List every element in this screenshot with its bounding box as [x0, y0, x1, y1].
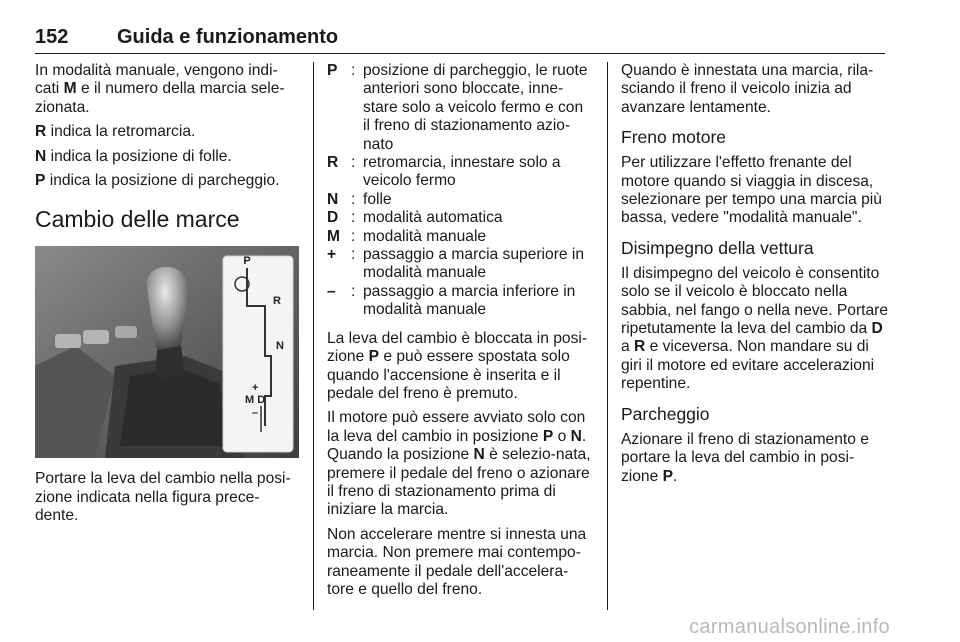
disimpegno-paragraph: Il disimpegno del veicolo è consentito solo se il veicolo è bloccato nella sabbia, nel fango o nella neve. Portare ripetutamente la leva del cambio da D a R e viceversa. Non mandare su di giri il motore ed evitare accelerazioni repentine. [621, 264, 889, 393]
parcheggio-paragraph: Azionare il freno di stazionamento e portare la leva del cambio in posi-zione P. [621, 430, 869, 485]
intro-paragraph: In modalità manuale, vengono indi-cati M e il numero della marcia sele-zionata. [35, 62, 285, 116]
column-divider [607, 62, 608, 610]
definition-row: R : retromarcia, innestare solo a veicolo fermo [327, 154, 561, 190]
heading-disimpegno: Disimpegno della vettura [621, 237, 814, 258]
figure-label-n: N [276, 340, 284, 353]
figure-label-plus: + [252, 382, 259, 395]
gear-engaged-paragraph: Quando è innestata una marcia, rila-sciando il freno il veicolo inizia ad avanzare lentamente. [621, 62, 874, 116]
definition-row: D : modalità automatica [327, 209, 503, 227]
heading-parcheggio: Parcheggio [621, 403, 710, 424]
column-2 [327, 62, 593, 605]
definition-row: – : passaggio a marcia inferiore in modalità manuale [327, 282, 576, 319]
figure-label-r: R [273, 295, 281, 308]
page-number: 152 [35, 26, 69, 48]
lever-locked-paragraph: La leva del cambio è bloccata in posi-zione P e può essere spostata solo quando l'accensione è inserita e il pedale del freno è premuto. [327, 329, 588, 402]
column-divider [313, 62, 314, 610]
heading-freno-motore: Freno motore [621, 127, 727, 148]
page-title: Guida e funzionamento [117, 26, 339, 48]
section-heading: Cambio delle marce [35, 206, 240, 233]
figure-caption: Portare la leva del cambio nella posi-zione indicata nella figura prece-dente. [35, 470, 291, 525]
page-header [35, 24, 885, 54]
definition-row: M : modalità manuale [327, 227, 487, 245]
engine-start-paragraph: Il motore può essere avviato solo con la leva del cambio in posizione P o N. Quando la posizione N è selezio-nata, premere il pedale del freno o azionare il freno di stazionamento prima di iniziare la marcia. [327, 409, 591, 519]
column-1 [35, 62, 301, 532]
item-r: R indica la retromarcia. [35, 123, 196, 141]
definition-row: P : posizione di parcheggio, le ruote anteriori sono bloccate, inne-stare solo a veicolo fermo e con il freno di stazionamento azio-nato [327, 62, 588, 153]
no-accelerate-paragraph: Non accelerare mentre si innesta una marcia. Non premere mai contempo-raneamente il pedale dell'accelera-tore e quello del freno. [327, 525, 587, 598]
figure-label-p: P [243, 255, 251, 268]
gear-lever-figure [35, 246, 299, 458]
definition-row: N : folle [327, 190, 392, 208]
watermark: carmanualsonline.info [689, 616, 890, 638]
figure-label-minus: – [252, 407, 259, 420]
figure-label-md: M D [245, 394, 266, 407]
item-p: P indica la posizione di parcheggio. [35, 172, 280, 190]
gear-lever-illustration [35, 246, 299, 458]
column-3 [621, 62, 891, 492]
freno-motore-paragraph: Per utilizzare l'effetto frenante del motore quando si viaggia in discesa, selezionare per tempo una marcia più bassa, vedere "modalità manuale". [621, 154, 882, 227]
gear-definitions-list [327, 62, 593, 320]
item-n: N indica la posizione di folle. [35, 147, 232, 165]
definition-row: + : passaggio a marcia superiore in modalità manuale [327, 246, 585, 282]
